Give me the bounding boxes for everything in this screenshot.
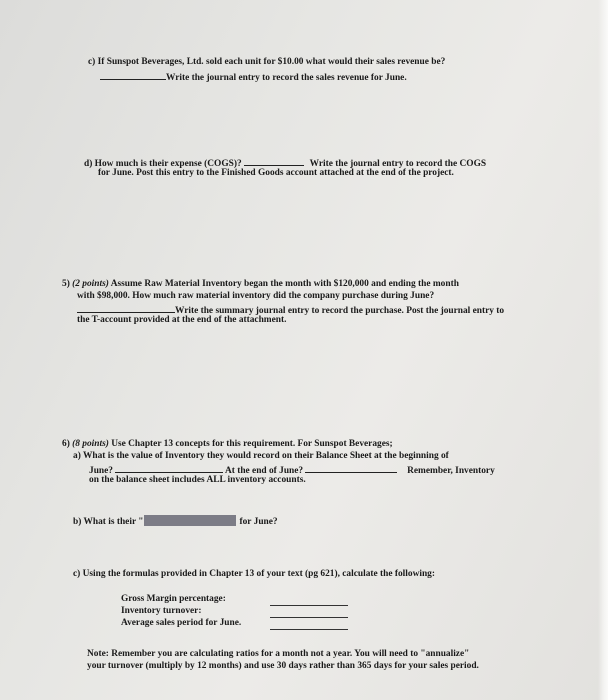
answer-line [270,617,348,618]
question-5-text-3: Write the summary journal entry to record the purchase. Post the journal entry to [175,306,505,316]
question-c-line-1: c) If Sunspot Beverages, Ltd. sold each unit for $10.00 what would their sales revenue be? [88,57,446,67]
formula-item-inventory-turnover: Inventory turnover: [121,606,202,616]
question-6-line-1 [62,439,393,450]
question-6b-line [73,515,278,528]
question-d-text-a: d) How much is their expense (COGS)? [84,159,242,169]
question-6a-text-a: June? [89,466,113,476]
redaction-box [144,515,236,526]
question-6b-text-a: b) What is their " [73,517,144,527]
question-6-points: (8 points) [72,439,109,449]
formula-item-gross-margin: Gross Margin percentage: [121,594,226,604]
note-line-1: Note: Remember you are calculating ratios for a month not a year. You will need to "annualize" [87,649,470,659]
question-6b-text-b: for June? [239,517,278,527]
question-5-line-1 [62,279,459,290]
answer-blank [100,70,166,80]
question-5-number: 5) [62,279,70,289]
answer-line [270,605,348,606]
answer-line [270,629,348,630]
question-d-text-b: Write the journal entry to record the COGS [309,159,487,169]
formula-item-avg-sales-period: Average sales period for June. [121,618,242,628]
question-6a-line-1: a) What is the value of Inventory they would record on their Balance Sheet at the beginning of [73,451,449,461]
question-6-number: 6) [62,439,70,449]
question-5-line-4: the T-account provided at the end of the attachment. [77,315,287,325]
question-5-text-1: Assume Raw Material Inventory began the month with $120,000 and ending the month [110,279,459,289]
answer-blank [244,156,304,166]
answer-blank [305,463,397,473]
question-d-line-2: for June. Post this entry to the Finished Goods account attached at the end of the project. [98,168,454,178]
question-6a-text-b: At the end of June? [224,466,304,476]
page-edge [598,0,608,700]
answer-blank [77,303,175,313]
question-6a-line-3: on the balance sheet includes ALL inventory accounts. [89,475,306,485]
question-c-line-2 [100,70,407,84]
question-6a-text-c: Remember, Inventory [407,466,495,476]
answer-blank [115,463,223,473]
question-5-points: (2 points) [72,279,109,289]
question-6c-line: c) Using the formulas provided in Chapter 13 of your text (pg 621), calculate the following: [73,569,435,579]
note-line-2: your turnover (multiply by 12 months) and use 30 days rather than 365 days for your sales period. [87,661,479,671]
question-6-text-1: Use Chapter 13 concepts for this requirement. For Sunspot Beverages; [111,439,393,449]
question-5-line-2: with $98,000. How much raw material inventory did the company purchase during June? [77,291,435,301]
question-c-line-2-text: Write the journal entry to record the sales revenue for June. [166,73,407,83]
